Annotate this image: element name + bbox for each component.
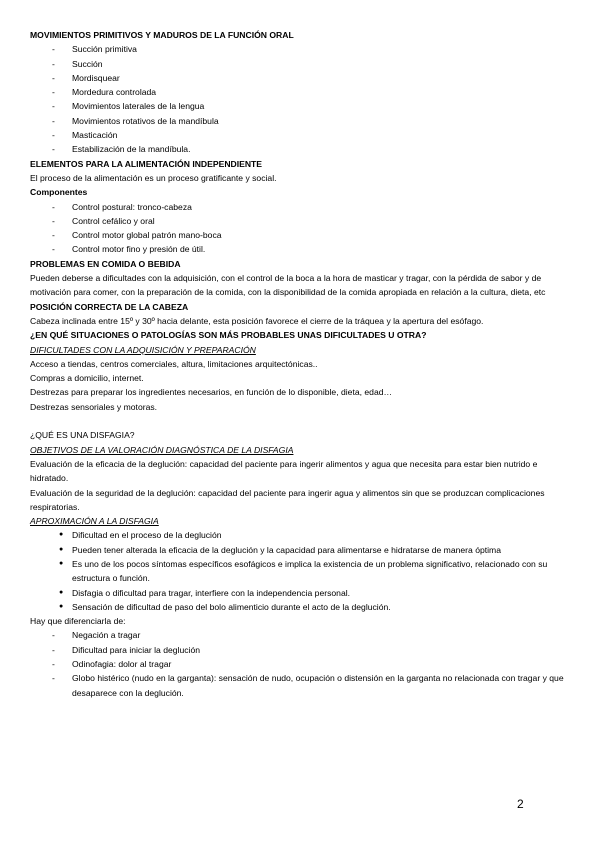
section-title-situaciones: ¿EN QUÉ SITUACIONES O PATOLOGÍAS SON MÁS PROBABLES UNAS DIFICULTADES U OTRA? [30, 330, 427, 341]
list-item: - Control motor global patrón mano-boca [30, 228, 575, 242]
paragraph: El proceso de la alimentación es un proceso gratificante y social. [30, 172, 277, 183]
list-item: - Negación a tragar [30, 628, 575, 642]
subheading-componentes: Componentes [30, 187, 88, 198]
bullet-item: ● Dificultad en el proceso de la deglución [30, 528, 575, 542]
list-item: - Dificultad para iniciar la deglución [30, 643, 575, 657]
paragraph: Cabeza inclinada entre 15º y 30º hacia delante, esta posición favorece el cierre de la tráquea y la apertura del esófago. [30, 315, 484, 326]
list-componentes [30, 200, 575, 257]
bullet-item: ● Pueden tener alterada la eficacia de la deglución y la capacidad para alimentarse e hidratarse de manera óptima [30, 543, 575, 557]
section-title-disfagia: ¿QUÉ ES UNA DISFAGIA? [30, 430, 135, 441]
paragraph: Destrezas para preparar los ingredientes necesarios, en función de lo disponible, dieta, edad… [30, 387, 393, 398]
paragraph: Hay que diferenciarla de: [30, 616, 126, 627]
subheading-objetivos: OBJETIVOS DE LA VALORACIÓN DIAGNÓSTICA DE LA DISFAGIA [30, 444, 294, 455]
bullet-item: ● Disfagia o dificultad para tragar, interfiere con la independencia personal. [30, 586, 575, 600]
section-title-posicion: POSICIÓN CORRECTA DE LA CABEZA [30, 301, 189, 312]
list-item: - Odinofagia: dolor al tragar [30, 657, 575, 671]
paragraph: Evaluación de la seguridad de la deglución: capacidad del paciente para ingerir agua y alimentos sin que se produzcan complicaciones respiratorias. [30, 487, 545, 512]
list-item: - Control motor fino y presión de útil. [30, 242, 575, 256]
subheading-aproximacion: APROXIMACIÓN A LA DISFAGIA [30, 516, 159, 527]
bullet-item: ● Sensación de dificultad de paso del bolo alimenticio durante el acto de la deglución. [30, 600, 575, 614]
paragraph: Destrezas sensoriales y motoras. [30, 401, 158, 412]
list-item: - Control cefálico y oral [30, 214, 575, 228]
section-title-elementos: ELEMENTOS PARA LA ALIMENTACIÓN INDEPENDIENTE [30, 158, 263, 169]
bullet-item: ● Es uno de los pocos síntomas específicos esofágicos e implica la existencia de un problema significativo, relacionado con su estructura o función. [30, 557, 575, 586]
list-movimientos [30, 42, 575, 156]
list-item: - Mordisquear [30, 71, 575, 85]
list-item: - Control postural: tronco-cabeza [30, 200, 575, 214]
list-item: - Succión [30, 57, 575, 71]
list-item: - Estabilización de la mandíbula. [30, 142, 575, 156]
list-item: - Masticación [30, 128, 575, 142]
list-item: - Movimientos laterales de la lengua [30, 99, 575, 113]
list-item: - Mordedura controlada [30, 85, 575, 99]
section-title-problemas: PROBLEMAS EN COMIDA O BEBIDA [30, 258, 181, 269]
spacer [30, 414, 575, 428]
paragraph: Compras a domicilio, internet. [30, 373, 144, 384]
list-item: - Movimientos rotativos de la mandíbula [30, 114, 575, 128]
paragraph: Acceso a tiendas, centros comerciales, altura, limitaciones arquitectónicas.. [30, 358, 318, 369]
list-item: - Succión primitiva [30, 42, 575, 56]
subheading-dificultades: DIFICULTADES CON LA ADQUISICIÓN Y PREPARACIÓN [30, 344, 256, 355]
bullet-list-aproximacion [30, 528, 575, 614]
document-page [30, 28, 575, 700]
section-title-movimientos: MOVIMIENTOS PRIMITIVOS Y MADUROS DE LA FUNCIÓN ORAL [30, 30, 294, 40]
list-diferenciar [30, 628, 575, 699]
list-item: - Globo histérico (nudo en la garganta): sensación de nudo, ocupación o distensión en la garganta no relacionada con tragar y que desaparece con la deglución. [30, 671, 575, 700]
paragraph: Evaluación de la eficacia de la deglución: capacidad del paciente para ingerir alimentos y agua que necesita para estar bien nutrido e hidratado. [30, 458, 538, 484]
paragraph: Pueden deberse a dificultades con la adquisición, con el control de la boca a la hora de masticar y tragar, con la pérdida de sabor y de motivación para comer, con la preparación de la comida, con la disponibilidad de la comida apropiada en relación a la cultura, dieta, etc [30, 273, 546, 298]
page-number: 2 [517, 797, 524, 811]
